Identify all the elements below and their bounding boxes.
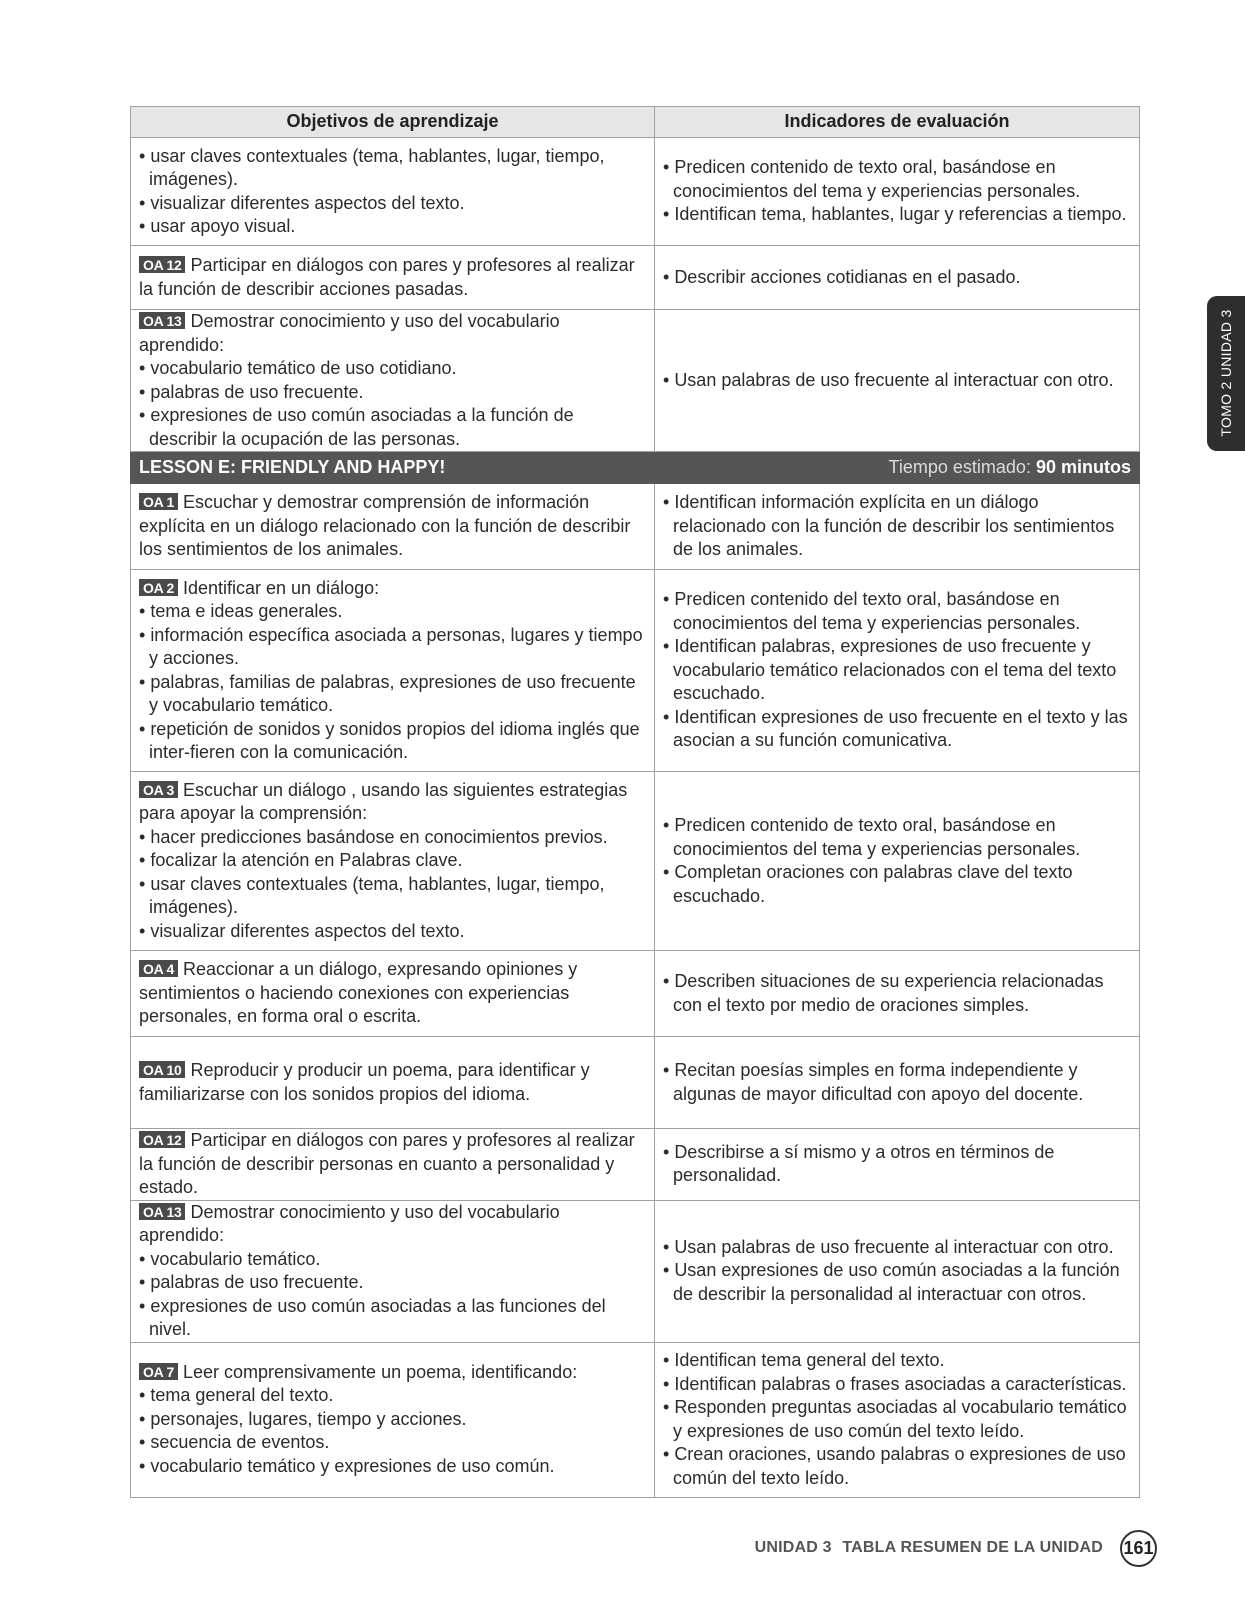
objective-bullet: • vocabulario temático de uso cotidiano. xyxy=(139,357,646,381)
objective-bullet: • tema general del texto. xyxy=(139,1384,646,1408)
header-objectives: Objetivos de aprendizaje xyxy=(131,107,655,138)
indicator-bullet: • Completan oraciones con palabras clave del texto escuchado. xyxy=(663,861,1131,908)
objective-bullet: • secuencia de eventos. xyxy=(139,1431,646,1455)
objective-text: Demostrar conocimiento y uso del vocabulario aprendido: xyxy=(139,311,560,355)
objective-bullet: • usar claves contextuales (tema, hablantes, lugar, tiempo, imágenes). xyxy=(139,873,646,920)
objective-cell xyxy=(131,310,655,452)
objective-bullet: • personajes, lugares, tiempo y acciones. xyxy=(139,1408,646,1432)
objective-text: Participar en diálogos con pares y profesores al realizar la función de describir acciones pasadas. xyxy=(139,255,635,299)
objective-intro xyxy=(139,779,646,826)
table-row xyxy=(131,772,1140,951)
page-number: 161 xyxy=(1120,1530,1157,1567)
table-row xyxy=(131,951,1140,1037)
objective-bullet: • visualizar diferentes aspectos del texto. xyxy=(139,920,646,944)
indicator-bullet: • Usan palabras de uso frecuente al interactuar con otro. xyxy=(663,1236,1131,1260)
objective-intro xyxy=(139,1361,646,1385)
objective-bullet: • hacer predicciones basándose en conocimientos previos. xyxy=(139,826,646,850)
oa-badge: OA 2 xyxy=(139,579,178,596)
objective-text: Reaccionar a un diálogo, expresando opiniones y sentimientos o haciendo conexiones con experiencias personales, en forma oral o escrita. xyxy=(139,959,578,1027)
objective-intro xyxy=(139,1201,646,1248)
objective-intro xyxy=(139,491,646,562)
objective-bullet: • palabras de uso frecuente. xyxy=(139,381,646,405)
objective-bullet: • repetición de sonidos y sonidos propios del idioma inglés que inter-fieren con la comunicación. xyxy=(139,718,646,765)
lesson-banner xyxy=(131,452,1140,484)
table-row xyxy=(131,1129,1140,1201)
lesson-title: LESSON E: FRIENDLY AND HAPPY! xyxy=(139,456,446,477)
objective-intro xyxy=(139,1129,646,1200)
indicator-bullet: • Responden preguntas asociadas al vocabulario temático y expresiones de uso común del texto leído. xyxy=(663,1396,1131,1443)
lesson-banner-cell xyxy=(131,452,1140,484)
objective-bullet: • focalizar la atención en Palabras clave. xyxy=(139,849,646,873)
objective-cell xyxy=(131,570,655,772)
indicator-cell xyxy=(655,138,1140,246)
indicator-cell xyxy=(655,772,1140,951)
table-row xyxy=(131,484,1140,570)
objective-bullet: • palabras de uso frecuente. xyxy=(139,1271,646,1295)
objective-bullet: • expresiones de uso común asociadas a las funciones del nivel. xyxy=(139,1295,646,1342)
objective-text: Demostrar conocimiento y uso del vocabulario aprendido: xyxy=(139,1201,560,1245)
table-body-top xyxy=(131,138,1140,452)
lesson-banner-body xyxy=(131,452,1140,484)
indicator-cell xyxy=(655,310,1140,452)
indicator-bullet: • Identifican tema, hablantes, lugar y referencias a tiempo. xyxy=(663,203,1131,227)
objective-cell xyxy=(131,1200,655,1342)
objective-text: Reproducir y producir un poema, para identificar y familiarizarse con los sonidos propios del idioma. xyxy=(139,1060,590,1104)
indicator-bullet: • Usan expresiones de uso común asociadas a la función de describir la personalidad al interactuar con otros. xyxy=(663,1259,1131,1306)
indicator-bullet: • Recitan poesías simples en forma independiente y algunas de mayor dificultad con apoyo del docente. xyxy=(663,1059,1131,1106)
table-row xyxy=(131,1200,1140,1342)
table-row xyxy=(131,570,1140,772)
table-body-bottom xyxy=(131,484,1140,1498)
objective-cell xyxy=(131,1342,655,1497)
oa-badge: OA 4 xyxy=(139,960,178,977)
objective-text: Identificar en un diálogo: xyxy=(182,577,380,598)
objective-intro xyxy=(139,958,646,1029)
table-row xyxy=(131,1342,1140,1497)
indicator-bullet: • Identifican tema general del texto. xyxy=(663,1349,1131,1373)
objective-intro xyxy=(139,577,646,601)
indicator-bullet: • Usan palabras de uso frecuente al interactuar con otro. xyxy=(663,369,1131,393)
table-row xyxy=(131,138,1140,246)
oa-badge: OA 12 xyxy=(139,1131,185,1148)
indicator-cell xyxy=(655,951,1140,1037)
indicator-bullet: • Predicen contenido del texto oral, basándose en conocimientos del tema y experiencias personales. xyxy=(663,588,1131,635)
table-row xyxy=(131,246,1140,310)
objective-intro xyxy=(139,1059,646,1106)
header-indicators: Indicadores de evaluación xyxy=(655,107,1140,138)
indicator-cell xyxy=(655,570,1140,772)
objective-cell xyxy=(131,951,655,1037)
indicator-bullet: • Identifican palabras, expresiones de uso frecuente y vocabulario temático relacionados con el tema del texto escuchado. xyxy=(663,635,1131,706)
objective-cell xyxy=(131,246,655,310)
indicator-cell xyxy=(655,484,1140,570)
lesson-time xyxy=(889,456,1131,480)
indicator-bullet: • Describirse a sí mismo y a otros en términos de personalidad. xyxy=(663,1141,1131,1188)
objective-bullet: • vocabulario temático. xyxy=(139,1248,646,1272)
indicator-bullet: • Describen situaciones de su experiencia relacionadas con el texto por medio de oraciones simples. xyxy=(663,970,1131,1017)
objective-text: Participar en diálogos con pares y profesores al realizar la función de describir personas en cuanto a personalidad y estado. xyxy=(139,1130,635,1197)
oa-badge: OA 7 xyxy=(139,1363,178,1380)
side-tab-label: TOMO 2 UNIDAD 3 xyxy=(1218,309,1234,437)
oa-badge: OA 3 xyxy=(139,781,178,798)
summary-table xyxy=(130,106,1140,1498)
objective-intro xyxy=(139,310,646,357)
oa-badge: OA 12 xyxy=(139,256,185,273)
footer-unit: UNIDAD 3 xyxy=(754,1539,832,1556)
objective-text: Escuchar y demostrar comprensión de información explícita en un diálogo relacionado con la función de describir los sentimientos de los animales. xyxy=(139,492,631,560)
objective-cell xyxy=(131,138,655,246)
lesson-time-label: Tiempo estimado: xyxy=(888,456,1031,477)
objective-bullet: • información específica asociada a personas, lugares y tiempo y acciones. xyxy=(139,624,646,671)
indicator-cell xyxy=(655,246,1140,310)
objective-bullet: • usar apoyo visual. xyxy=(139,215,646,239)
objective-cell xyxy=(131,772,655,951)
indicator-bullet: • Identifican palabras o frases asociadas a características. xyxy=(663,1373,1131,1397)
indicator-bullet: • Predicen contenido de texto oral, basándose en conocimientos del tema y experiencias personales. xyxy=(663,156,1131,203)
objective-bullet: • expresiones de uso común asociadas a la función de describir la ocupación de las personas. xyxy=(139,404,646,451)
objective-intro xyxy=(139,254,646,301)
objective-cell xyxy=(131,1129,655,1201)
objective-bullet: • visualizar diferentes aspectos del texto. xyxy=(139,192,646,216)
objective-bullet: • palabras, familias de palabras, expresiones de uso frecuente y vocabulario temático. xyxy=(139,671,646,718)
objective-text: Leer comprensivamente un poema, identificando: xyxy=(182,1361,578,1382)
oa-badge: OA 10 xyxy=(139,1061,185,1078)
indicator-cell xyxy=(655,1342,1140,1497)
objective-cell xyxy=(131,484,655,570)
table-row xyxy=(131,1037,1140,1129)
indicator-bullet: • Identifican expresiones de uso frecuente en el texto y las asocian a su función comunicativa. xyxy=(663,706,1131,753)
table-header-row xyxy=(131,107,1140,138)
objective-cell xyxy=(131,1037,655,1129)
objective-bullet: • tema e ideas generales. xyxy=(139,600,646,624)
objective-bullet: • vocabulario temático y expresiones de uso común. xyxy=(139,1455,646,1479)
indicator-bullet: • Crean oraciones, usando palabras o expresiones de uso común del texto leído. xyxy=(663,1443,1131,1490)
indicator-bullet: • Describir acciones cotidianas en el pasado. xyxy=(663,266,1131,290)
footer-section: TABLA RESUMEN DE LA UNIDAD xyxy=(842,1539,1103,1556)
oa-badge: OA 1 xyxy=(139,493,178,510)
table-row xyxy=(131,310,1140,452)
oa-badge: OA 13 xyxy=(139,312,185,329)
indicator-cell xyxy=(655,1129,1140,1201)
objective-bullet: • usar claves contextuales (tema, hablantes, lugar, tiempo, imágenes). xyxy=(139,145,646,192)
oa-badge: OA 13 xyxy=(139,1203,185,1220)
objective-text: Escuchar un diálogo , usando las siguientes estrategias para apoyar la comprensión: xyxy=(139,779,628,824)
page-footer xyxy=(749,1534,1103,1562)
indicator-bullet: • Predicen contenido de texto oral, basándose en conocimientos del tema y experiencias personales. xyxy=(663,814,1131,861)
indicator-cell xyxy=(655,1200,1140,1342)
lesson-time-value: 90 minutos xyxy=(1035,456,1131,477)
indicator-cell xyxy=(655,1037,1140,1129)
indicator-bullet: • Identifican información explícita en un diálogo relacionado con la función de describir los sentimientos de los animales. xyxy=(663,491,1131,562)
